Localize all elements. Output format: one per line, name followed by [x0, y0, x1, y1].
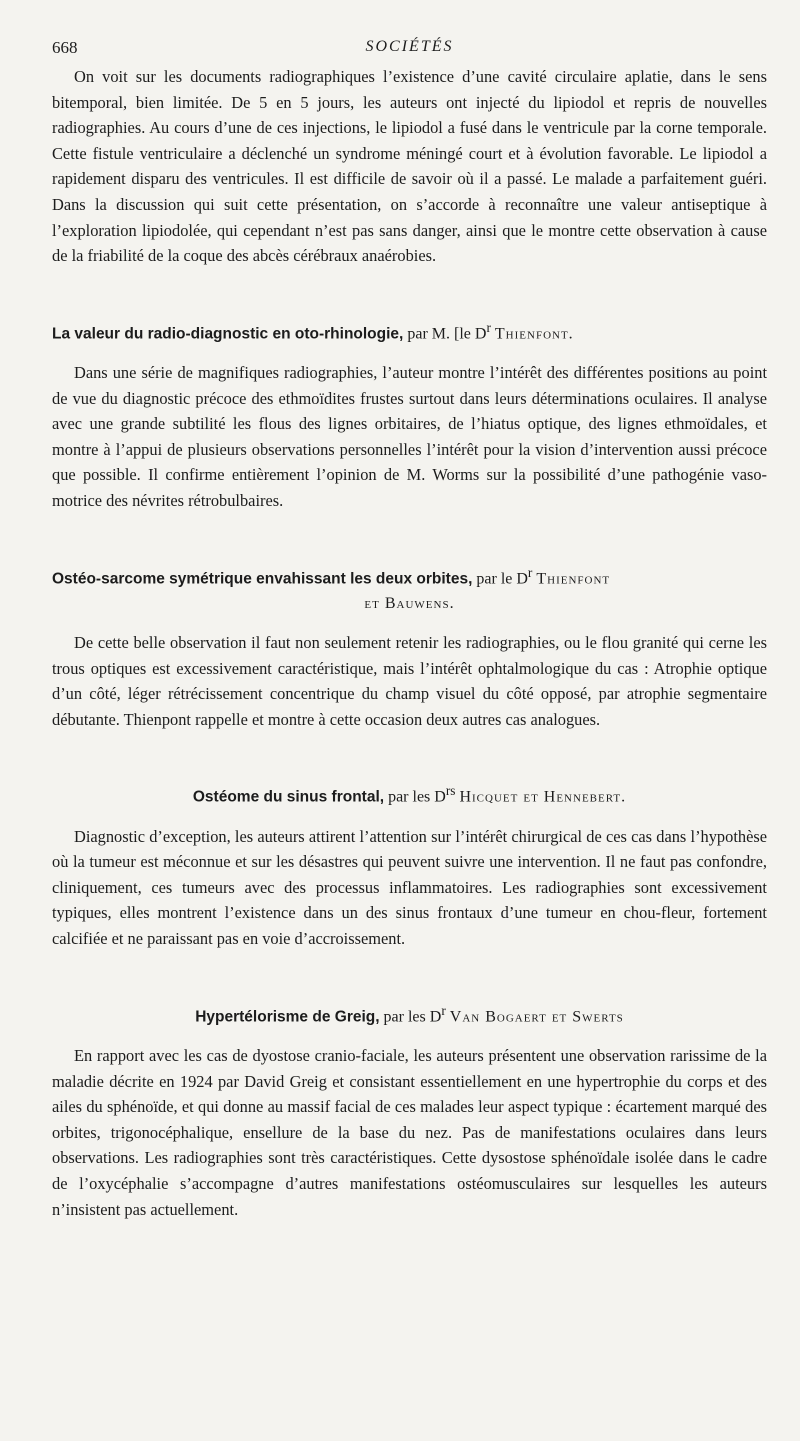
section-byline: par M. [le D — [407, 325, 487, 343]
section-heading — [52, 560, 767, 591]
section-authors-2: et Bauwens. — [364, 594, 455, 612]
section-authors: Van Bogaert et Swerts — [449, 1007, 624, 1025]
section-heading — [52, 778, 767, 809]
section-title: Ostéome du sinus frontal, — [192, 788, 385, 806]
section-byline-sup: rs — [445, 783, 456, 799]
section-byline: par le D — [476, 569, 528, 587]
running-head: SOCIÉTÉS — [365, 38, 454, 55]
section-body: En rapport avec les cas de dyostose cranio-faciale, les auteurs présentent une observation rarissime de la maladie décrite en 1924 par David Greig et consistant essentiellement en une hypertrophie du corps et des ailes du sphénoïde, et qui donne au massif facial de ces malades leur aspect typique : écartement marqué des orbites, trigonocéphalique, ensellure de la base du nez. Pas de manifestations oculaires dans leurs observations. Les radiographies sont très caractéristiques. Cette dysostose sphénoïdale isolée dans le cadre de l’oxycéphalie s’accompagne d’autres manifestations ostéomusculaires sur lesquelles les auteurs n’insistent pas actuellement. — [52, 1045, 767, 1219]
section-body: Dans une série de magnifiques radiographies, l’auteur montre l’intérêt des différentes positions au point de vue du diagnostic précoce des ethmoïdites frustes surtout dans leurs déterminations oculaires. Il analyse avec une grande subtilité les flous des lignes orbitaires, de l’hiatus optique, des lignes ethmoïdales, et montre à l’appui de plusieurs observations personnelles l’intérêt pour la vision d’intervention aussi précoce que possible. Il confirme entièrement l’opinion de M. Worms sur la possibilité d’une pathogénie vaso-motrice des névrites rétrobulbaires. — [52, 363, 767, 511]
section-heading — [52, 315, 767, 346]
page — [52, 38, 767, 1222]
section-authors: Thienfont. — [494, 325, 574, 343]
section-title: Ostéo-sarcome symétrique envahissant les deux orbites, — [52, 569, 473, 587]
section-osteo-sarcome — [52, 560, 767, 733]
page-number: 668 — [52, 38, 78, 57]
section-hypertelorisme — [52, 998, 767, 1222]
section-radio-diagnostic — [52, 315, 767, 514]
section-byline: par les D — [388, 788, 446, 806]
section-title: Hypertélorisme de Greig, — [195, 1007, 380, 1025]
intro-paragraph: On voit sur les documents radiographiques l’existence d’une cavité circulaire aplatie, dans le sens bitemporal, bien limitée. De 5 en 5 jours, les auteurs ont injecté du lipiodol et repris de nouvelles radiographies. Au cours d’une de ces injections, le lipiodol a fusé dans le ventricule par la corne temporale. Cette fistule ventriculaire a déclenché un syndrome méningé court et à évolution favorable. Le lipiodol a rapidement disparu des ventricules. Il est difficile de savoir où il a passé. Le malade a parfaitement guéri. Dans la discussion qui suit cette présentation, on s’accorde à reconnaître une valeur antiseptique à l’exploration lipiodolée, qui cependant n’est pas sans danger, ainsi que le montre cette observation à cause de la friabilité de la coque des abcès cérébraux anaérobies. — [52, 67, 767, 266]
section-byline-sup: r — [441, 1002, 446, 1018]
section-heading — [52, 998, 767, 1029]
section-authors: Thienfont — [536, 569, 611, 587]
section-byline-sup: r — [527, 564, 533, 580]
section-title: La valeur du radio-diagnostic en oto-rhinologie, — [52, 325, 404, 343]
section-byline: par les D — [383, 1007, 442, 1025]
section-authors-continued — [52, 591, 767, 616]
section-osteome — [52, 778, 767, 951]
section-byline-sup: r — [486, 319, 491, 335]
page-header — [52, 38, 767, 64]
section-body: Diagnostic d’exception, les auteurs attirent l’attention sur l’intérêt chirurgical de ces cas dans l’hypothèse où la tumeur est méconnue et sur les désastres qui peuvent suivre une intervention. Il ne faut pas confondre, cliniquement, ces tumeurs avec des processus inflammatoires. Les radiographies sont excessivement typiques, elles montrent l’existence dans un des sinus frontaux d’une tumeur en chou-fleur, fortement calcifiée et ne paraissant pas en voie d’accroissement. — [52, 826, 767, 949]
section-authors: Hicquet et Hennebert. — [459, 788, 627, 806]
section-body: De cette belle observation il faut non seulement retenir les radiographies, ou le flou granité qui cerne les trous optiques est excessivement caractéristique, mais l’intérêt ophtalmologique du cas : Atrophie optique d’un côté, léger rétrécissement concentrique du champ visuel du côté opposé, par atrophie segmentaire débutante. Thienpont rappelle et montre à cette occasion deux autres cas analogues. — [52, 632, 767, 729]
